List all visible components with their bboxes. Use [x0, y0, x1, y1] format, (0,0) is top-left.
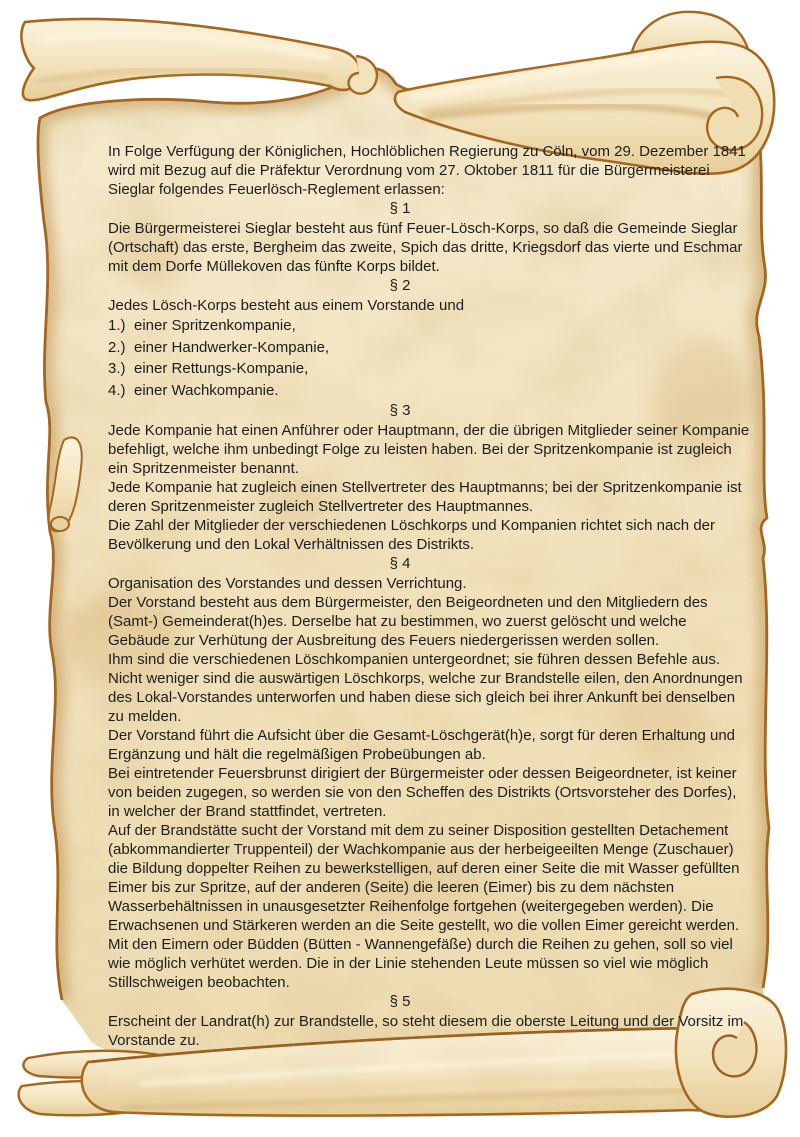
list-item-number: 2.) — [108, 338, 126, 356]
section-3-paragraph: Jede Kompanie hat einen Anführer oder Hauptmann, der die übrigen Mitglieder seiner Kompanie befehligt, welche ihm unbedingt Folge zu leisten haben. Bei der Spritzenkompanie ist zugleich ein Spritzenmeister benannt. — [108, 422, 750, 477]
section-3-paragraph: Jede Kompanie hat zugleich einen Stellvertreter des Hauptmanns; bei der Spritzenkompanie ist deren Spritzenmeister zugleich Stellvertreter des Hauptmannes. — [108, 479, 742, 515]
section-4-paragraph: Ihm sind die verschiedenen Löschkompanien untergeordnet; sie führen dessen Befehle aus. Nicht weniger sind die auswärtigen Löschkorps, welche zur Brandstelle eilen, den Anordnungen des Lokal-Vorstandes unterworfen und haben diese sich gleich bei ihrer Ankunft bei denselben zu melden. — [108, 651, 743, 725]
list-item — [108, 315, 750, 337]
list-item-text: einer Wachkompanie. — [134, 381, 279, 399]
section-1-paragraph: Die Bürgermeisterei Sieglar besteht aus fünf Feuer-Lösch-Korps, so daß die Gemeinde Sieglar (Ortschaft) das erste, Bergheim das zweite, Spich das dritte, Kriegsdorf das vierte und Eschmar mit dem Dorfe Müllekoven das fünfte Korps bildet. — [108, 220, 743, 275]
list-item-number: 1.) — [108, 317, 126, 334]
section-3-heading: § 3 — [389, 402, 411, 419]
section-5-heading: § 5 — [389, 993, 411, 1010]
list-item — [108, 358, 750, 380]
section-4-paragraph: Bei eintretender Feuersbrunst dirigiert der Bürgermeister oder dessen Beigeordneter, ist keiner von beiden zugegen, so werden sie von den Scheffen des Distrikts (Ortsvorsteher des Dorfes), in welcher der Brand stattfindet, vertreten. — [108, 765, 737, 820]
list-item-text: einer Rettungs-Kompanie, — [134, 360, 309, 377]
section-3-paragraph: Die Zahl der Mitglieder der verschiedenen Löschkorps und Kompanien richtet sich nach der Bevölkerung und den Lokal Verhältnissen des Distrikts. — [108, 517, 715, 553]
section-4-heading: § 4 — [389, 555, 411, 572]
section-4-paragraph: Der Vorstand führt die Aufsicht über die Gesamt-Löschgerät(h)e, sorgt für deren Erhaltung und Ergänzung und hält die regelmäßigen Probeübungen ab. — [108, 727, 736, 763]
section-4-paragraph: Der Vorstand besteht aus dem Bürgermeister, den Beigeordneten und den Mitgliedern des (Samt-) Gemeinderat(h)es. Derselbe hat zu bestimmen, wo zuerst gelöscht und welche Gebäude zur Verhütung der Ausbreitung des Feuers niedergerissen werden sollen. — [108, 594, 708, 649]
section-2-list — [108, 315, 750, 401]
top-left-flap — [21, 19, 376, 100]
list-item-number: 4.) — [108, 381, 126, 399]
list-item-text: einer Handwerker-Kompanie, — [134, 338, 330, 356]
list-item — [108, 380, 750, 402]
section-1-heading: § 1 — [389, 200, 411, 217]
list-item-number: 3.) — [108, 360, 126, 377]
list-item — [108, 337, 750, 359]
section-2-paragraph: Jedes Lösch-Korps besteht aus einem Vorstande und — [108, 297, 465, 314]
section-4-paragraph: Organisation des Vorstandes und dessen Verrichtung. — [108, 575, 467, 592]
section-5-paragraph: Erscheint der Landrat(h) zur Brandstelle, so steht diesem die oberste Leitung und der Vorsitz im Vorstande zu. — [108, 1013, 744, 1049]
section-4-paragraph: Auf der Brandstätte sucht der Vorstand mit dem zu seiner Disposition gestellten Detachement (abkommandierter Truppenteil) der Wachkompanie aus der herbeigeeilten Menge (Zuschauer) die Bildung doppelter Reihen zu bewerkstelligen, auf deren einer Seite die mit Wasser gefüllten Eimer bis zur Spritze, auf der anderen (Seite) die leeren (Eimer) bis zu dem nächsten Wasserbehältnissen in unausgesetzter Reihenfolge fortgehen (weitergegeben werden). Die Erwachsenen und Stärkeren werden an die Seite gestellt, wo die vollen Eimer gereicht werden. Mit den Eimern oder Büdden (Bütten - Wannengefäße) durch die Reihen zu gehen, soll so viel wie möglich verhütet werden. Die in der Linie stehenden Leute müssen so viel wie möglich Stillschweigen beobachten. — [108, 822, 740, 991]
preamble: In Folge Verfügung der Königlichen, Hochlöblichen Regierung zu Cöln, vom 29. Dezember 1841 wird mit Bezug auf die Präfektur Verordnung vom 27. Oktober 1811 für die Bürgermeisterei Sieglar folgendes Feuerlösch-Reglement erlassen: — [108, 143, 746, 198]
section-2-heading: § 2 — [389, 277, 411, 294]
document-text — [108, 142, 750, 1050]
list-item-text: einer Spritzenkompanie, — [134, 317, 296, 334]
